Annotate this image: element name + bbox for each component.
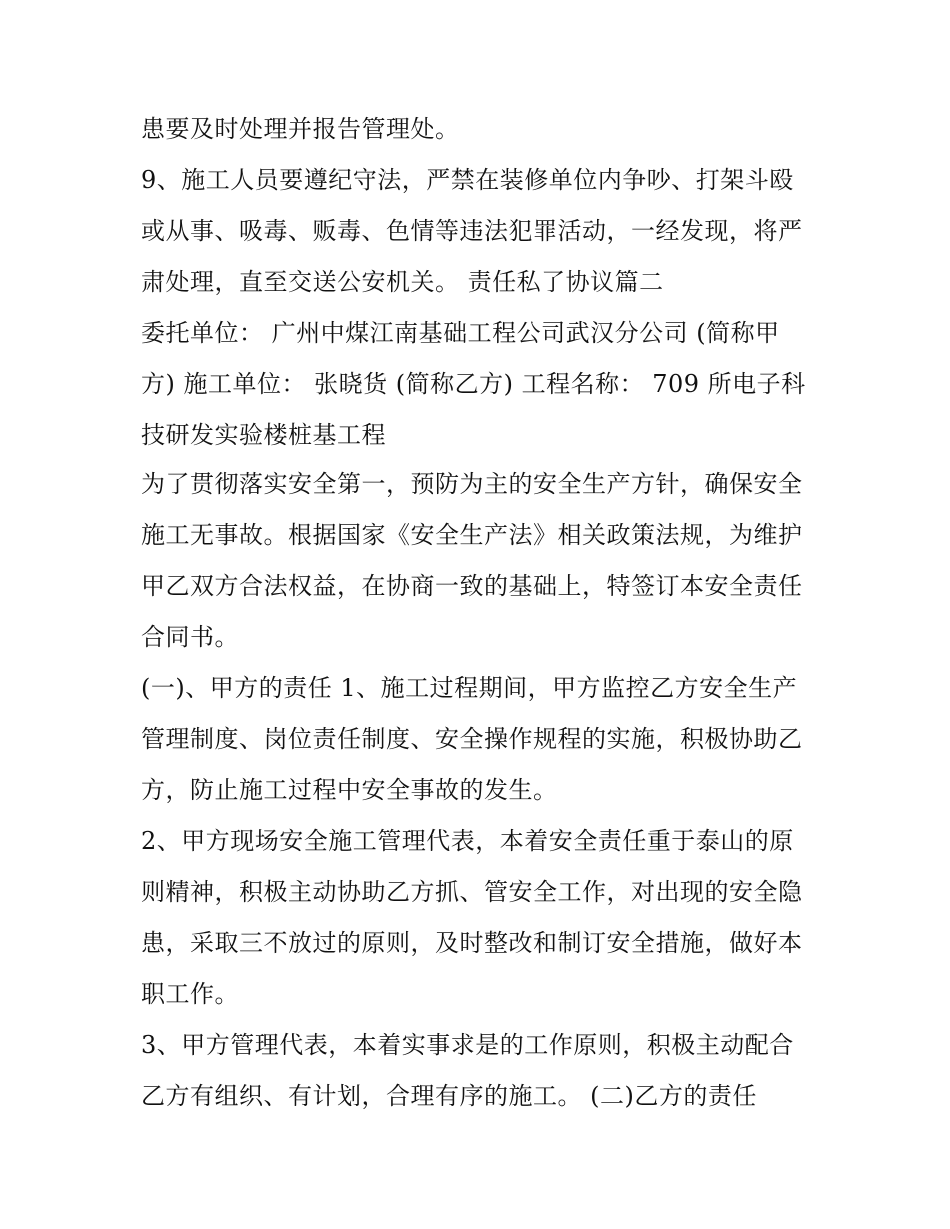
text-line: 管理制度、岗位责任制度、安全操作规程的实施，积极协助乙 xyxy=(141,725,803,753)
text-line: 乙方有组织、有计划，合理有序的施工。 (二)乙方的责任 xyxy=(141,1082,757,1110)
text-line: 施工无事故。根据国家《安全生产法》相关政策法规，为维护 xyxy=(141,521,803,549)
text-line: 甲乙双方合法权益，在协商一致的基础上，特签订本安全责任 xyxy=(141,572,803,600)
text-line: 患，采取三不放过的原则，及时整改和制订安全措施，做好本 xyxy=(141,929,803,957)
text-line: 为了贯彻落实安全第一，预防为主的安全生产方针，确保安全 xyxy=(141,470,803,498)
text-line: 合同书。 xyxy=(141,623,239,651)
text-line: 职工作。 xyxy=(141,980,239,1008)
text-line: 2、甲方现场安全施工管理代表，本着安全责任重于泰山的原 xyxy=(141,827,794,855)
text-line: (一)、甲方的责任 1、施工过程期间，甲方监控乙方安全生产 xyxy=(141,674,798,702)
text-line: 方) 施工单位： 张晓货 (简称乙方) 工程名称： 709 所电子科 xyxy=(141,370,806,398)
text-line: 9、施工人员要遵纪守法，严禁在装修单位内争吵、打架斗殴 xyxy=(141,166,794,194)
text-line: 肃处理，直至交送公安机关。 责任私了协议篇二 xyxy=(141,268,664,296)
text-line: 委托单位： 广州中煤江南基础工程公司武汉分公司 (简称甲 xyxy=(141,319,780,347)
text-line: 技研发实验楼桩基工程 xyxy=(141,421,386,449)
text-line: 则精神，积极主动协助乙方抓、管安全工作，对出现的安全隐 xyxy=(141,878,803,906)
text-line: 或从事、吸毒、贩毒、色情等违法犯罪活动，一经发现，将严 xyxy=(141,217,803,245)
text-line: 患要及时处理并报告管理处。 xyxy=(141,115,460,143)
text-line: 3、甲方管理代表，本着实事求是的工作原则，积极主动配合 xyxy=(141,1031,794,1059)
text-line: 方，防止施工过程中安全事故的发生。 xyxy=(141,776,558,804)
